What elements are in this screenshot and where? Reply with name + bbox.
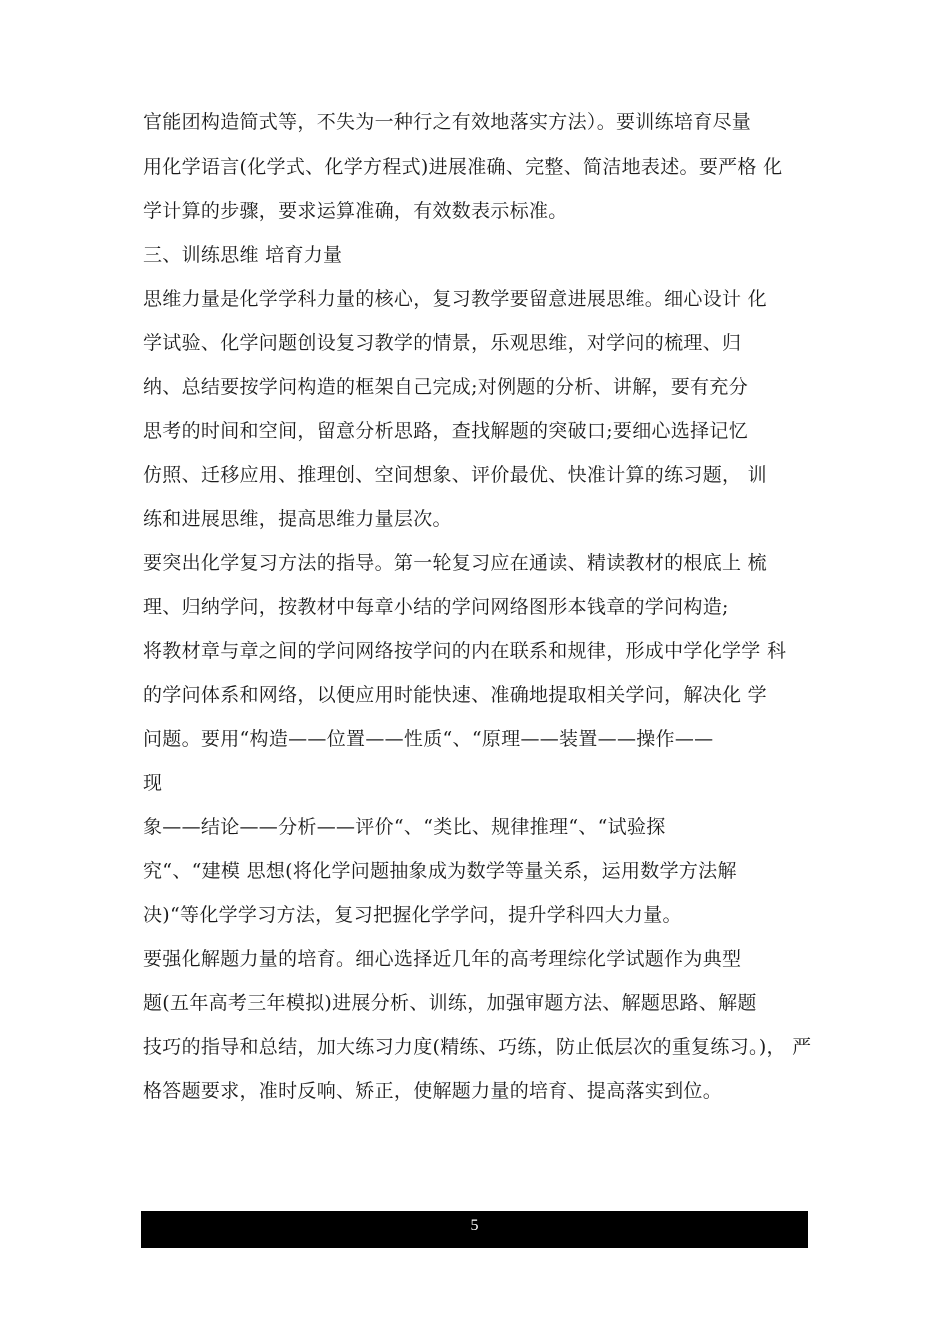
paragraph-line: 理、归纳学问，按教材中每章小结的学问网络图形本钱章的学问构造;	[143, 596, 729, 618]
paragraph-line: 将教材章与章之间的学问网络按学问的内在联系和规律，形成中学化学学 科	[143, 640, 787, 662]
paragraph-line: 仿照、迁移应用、推理创、空间想象、评价最优、快准计算的练习题， 训	[143, 464, 767, 486]
paragraph-line: 练和进展思维，提高思维力量层次。	[143, 508, 452, 530]
paragraph-line: 纳、总结要按学问构造的框架自己完成;对例题的分析、讲解，要有充分	[143, 376, 749, 398]
paragraph-line: 要突出化学复习方法的指导。第一轮复习应在通读、精读教材的根底上 梳	[143, 552, 767, 574]
paragraph-line: 要强化解题力量的培育。细心选择近几年的高考理综化学试题作为典型	[143, 948, 742, 970]
paragraph-line: 学试验、化学问题创设复习教学的情景，乐观思维，对学问的梳理、归	[143, 332, 742, 354]
paragraph-line: 现	[143, 772, 163, 794]
paragraph-line: 官能团构造简式等，不失为一种行之有效地落实方法）。要训练培育尽量	[143, 111, 752, 133]
paragraph-line: 思考的时间和空间，留意分析思路，查找解题的突破口;要细心选择记忆	[143, 420, 749, 442]
paragraph-line: 用化学语言(化学式、化学方程式)进展准确、完整、简洁地表述。要严格 化	[143, 156, 783, 178]
section-heading: 三、训练思维 培育力量	[143, 244, 343, 266]
paragraph-line: 格答题要求，准时反响、矫正，使解题力量的培育、提高落实到位。	[143, 1080, 723, 1102]
paragraph-line: 问题。要用“构造——位置——性质“、“原理——装置——操作——	[143, 728, 714, 750]
page-number: 5	[470, 1217, 479, 1234]
paragraph-line: 题(五年高考三年模拟)进展分析、训练，加强审题方法、解题思路、解题	[143, 992, 757, 1014]
paragraph-line: 思维力量是化学学科力量的核心，复习教学要留意进展思维。细心设计 化	[143, 288, 767, 310]
paragraph-line: 究“、“建模 思想(将化学问题抽象成为数学等量关系，运用数学方法解	[143, 860, 737, 882]
paragraph-line: 的学问体系和网络，以便应用时能快速、准确地提取相关学问，解决化 学	[143, 684, 767, 706]
paragraph-line: 决)“等化学学习方法，复习把握化学学问，提升学科四大力量。	[143, 904, 682, 926]
paragraph-line: 象——结论——分析——评价“、“类比、规律推理“、“试验探	[143, 816, 666, 838]
paragraph-line: 学计算的步骤，要求运算准确，有效数表示标准。	[143, 200, 568, 222]
paragraph-line: 技巧的指导和总结，加大练习力度(精练、巧练，防止低层次的重复练习。)， 严	[143, 1036, 812, 1058]
footer-bar	[141, 1211, 808, 1248]
